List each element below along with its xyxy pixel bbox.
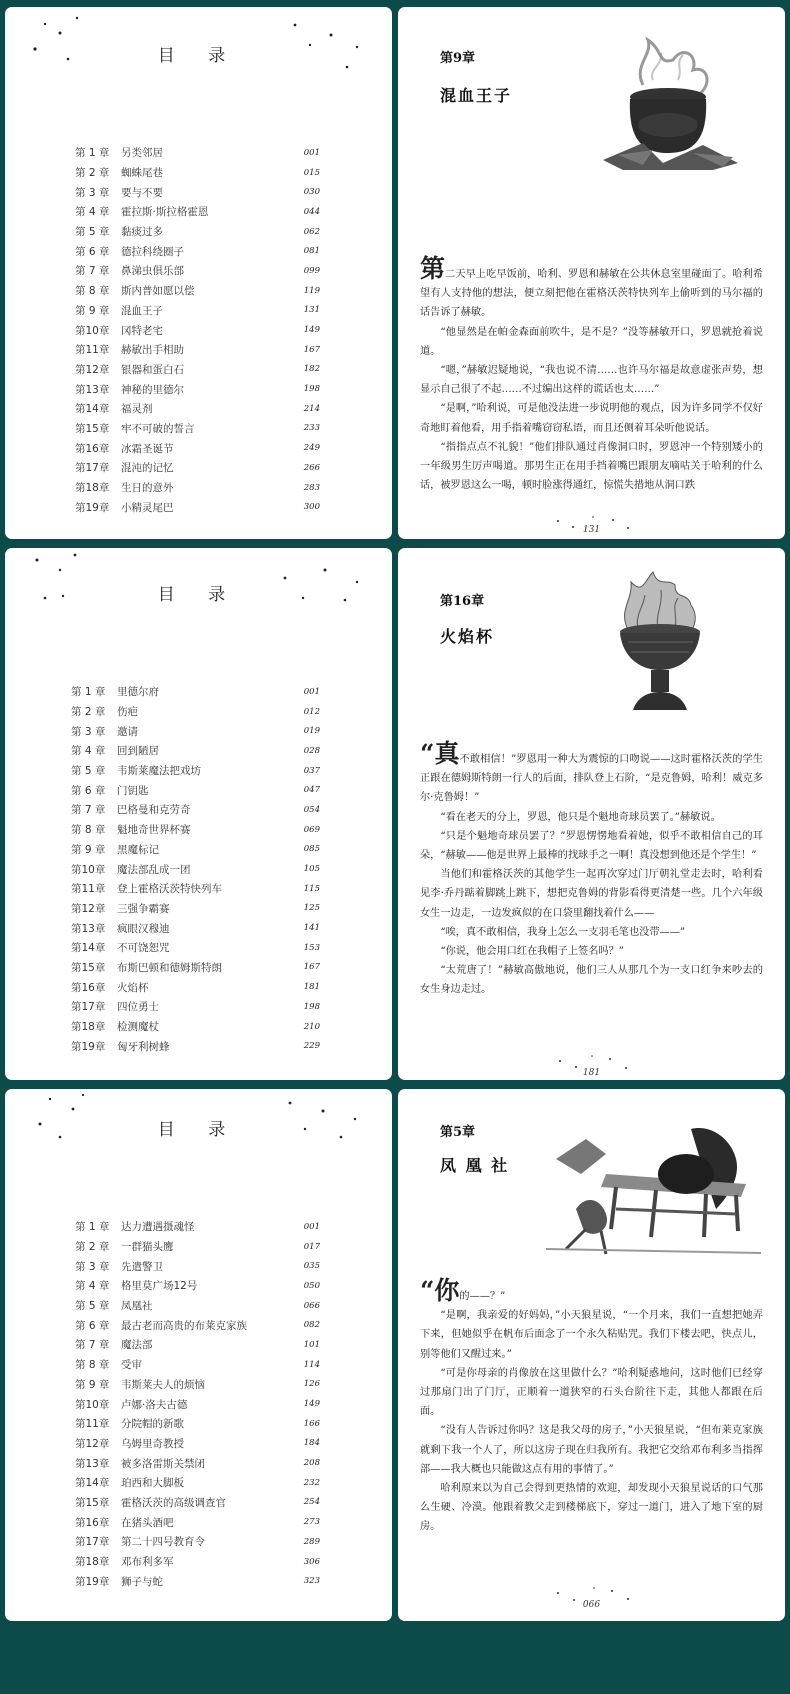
toc-entry — [71, 899, 320, 919]
chapter-number: 第15章 — [71, 961, 106, 974]
toc-entry — [75, 320, 320, 340]
star-decoration — [548, 1585, 638, 1607]
toc-entry — [71, 997, 320, 1017]
chapter-title: 牢不可破的誓言 — [121, 422, 195, 435]
page-number: 012 — [303, 706, 320, 717]
page-number: 141 — [303, 923, 320, 934]
chapter-number: 第 9 章 — [75, 304, 110, 317]
toc-entry — [71, 780, 320, 800]
toc-entry — [71, 958, 320, 978]
paragraph: “嗯，”赫敏迟疑地说，“我也说不清……也许马尔福是故意虚张声势，想显示自己很了不起……不过编出这样的谎话也太……” — [420, 365, 763, 396]
chapter-number: 第 1 章 — [75, 147, 110, 160]
page-number: 131 — [303, 305, 320, 316]
chapter-number: 第 9 章 — [75, 1378, 110, 1391]
toc-entry — [75, 1217, 320, 1237]
drop-cap: 第 — [420, 254, 446, 283]
chapter-title: 凤 凰 社 — [440, 1156, 510, 1175]
page-number: 044 — [303, 206, 320, 217]
chapter-title: 斯内普如愿以偿 — [121, 285, 195, 298]
page-number: 181 — [582, 1068, 601, 1078]
toc-entry — [75, 399, 320, 419]
chapter-number: 第13章 — [75, 383, 110, 396]
page-number: 266 — [303, 462, 320, 473]
chapter-number: 第19章 — [75, 1575, 110, 1588]
page-number: 001 — [303, 1221, 320, 1232]
chapter-number: 第 4 章 — [71, 745, 106, 758]
chapter-title: 蜘蛛尾巷 — [121, 167, 163, 180]
cauldron-illustration — [583, 25, 753, 175]
page-number: 208 — [303, 1458, 320, 1469]
page-number: 232 — [303, 1477, 320, 1488]
chapter-number: 第11章 — [71, 883, 106, 896]
page-number: 050 — [303, 1280, 320, 1291]
chapter-number: 第 5 章 — [75, 226, 110, 239]
toc-entry — [75, 143, 320, 163]
toc-entry — [75, 1256, 320, 1276]
star-decoration — [548, 515, 638, 535]
toc-entry — [75, 301, 320, 321]
page-number: 300 — [303, 502, 320, 513]
chapter-title: 分院帽的新歌 — [121, 1418, 184, 1431]
chapter-title: 邓布利多军 — [121, 1556, 174, 1569]
page-number: 001 — [303, 686, 320, 697]
page-number: 054 — [303, 804, 320, 815]
chapter-number: 第 7 章 — [71, 804, 106, 817]
chapter-title: 凤凰社 — [121, 1300, 153, 1313]
toc-entry — [71, 977, 320, 997]
chapter-number: 第 2 章 — [75, 167, 110, 180]
toc-entry — [75, 222, 320, 242]
paragraph: “可是你母亲的肖像放在这里做什么？”哈利疑惑地问，这时他们已经穿过那扇门出了门厅，正顺着一道狭窄的石头台阶往下走，其他人都跟在后面。 — [420, 1367, 763, 1418]
chapter-number: 第14章 — [71, 942, 106, 955]
toc-entry — [75, 261, 320, 281]
chapter-number: 第 5 章 — [71, 765, 106, 778]
chapter-title: 受审 — [121, 1359, 142, 1372]
toc-list — [75, 143, 320, 517]
chapter-title: 检测魔杖 — [117, 1021, 159, 1034]
chapter-title: 赫敏出手相助 — [121, 344, 184, 357]
toc-entry — [71, 741, 320, 761]
chapter-body — [420, 1276, 763, 1537]
page-number: 149 — [303, 1399, 320, 1410]
chapter-page-16 — [398, 548, 785, 1080]
chapter-number: 第13章 — [71, 922, 106, 935]
paragraph: 哈利原来以为自己会得到更热情的欢迎，却发现小天狼星说话的口气那么生硬、冷漠。他跟着教父走到楼梯底下，穿过一道门，进入了地下室的厨房。 — [420, 1483, 763, 1533]
star-decoration — [548, 1053, 638, 1075]
star-decoration — [5, 7, 392, 137]
chapter-title: 德拉科绕圈子 — [121, 245, 184, 258]
toc-entry — [71, 879, 320, 899]
page-number: 105 — [303, 864, 320, 875]
paragraph: “是啊，”哈利说，可是他没法进一步说明他的观点，因为许多同学不仅好奇地盯着他看，用手指着嘴窃窃私语，而且还侧着耳朵听他说话。 — [420, 403, 763, 434]
chapter-number: 第15章 — [75, 422, 110, 435]
paragraph: 二天早上吃早饭前，哈利、罗恩和赫敏在公共休息室里碰面了。哈利希望有人支持他的想法，便立刻把他在霍格沃茨特快列车上偷听到的马尔福的话告诉了赫敏。 — [420, 269, 763, 319]
toc-entry — [75, 1453, 320, 1473]
toc-entry — [75, 438, 320, 458]
toc-entry — [75, 182, 320, 202]
drop-cap: “真 — [420, 739, 460, 768]
chapter-title: 登上霍格沃茨特快列车 — [117, 883, 222, 896]
chapter-number: 第10章 — [75, 324, 110, 337]
chapter-title: 三强争霸赛 — [117, 902, 170, 915]
chapter-number: 第17章 — [71, 1001, 106, 1014]
toc-entry — [75, 1571, 320, 1591]
chapter-number: 第 8 章 — [75, 285, 110, 298]
chapter-title: 魔法部 — [121, 1339, 153, 1352]
chapter-title: 在猪头酒吧 — [121, 1516, 174, 1529]
chapter-number: 第 7 章 — [75, 1339, 110, 1352]
page-number: 210 — [303, 1021, 320, 1032]
toc-page-3 — [5, 1089, 392, 1621]
chapter-number: 第14章 — [75, 403, 110, 416]
chapter-title: 狮子与蛇 — [121, 1575, 163, 1588]
page-number: 249 — [303, 443, 320, 454]
page-number: 166 — [303, 1418, 320, 1429]
chapter-number: 第13章 — [75, 1457, 110, 1470]
chapter-title: 布斯巴顿和德姆斯特朗 — [117, 961, 222, 974]
toc-entry — [71, 840, 320, 860]
chapter-title: 韦斯莱夫人的烦恼 — [121, 1378, 205, 1391]
paragraph: 不敢相信！”罗恩用一种大为震惊的口吻说——这时霍格沃茨的学生正跟在德姆斯特朗一行人的后面，排队登上石阶，“是克鲁姆，哈利！威克多尔·克鲁姆！” — [420, 754, 763, 804]
page-number: 198 — [303, 384, 320, 395]
chapter-number: 第16章 — [75, 1516, 110, 1529]
chapter-title: 韦斯莱魔法把戏坊 — [117, 765, 201, 778]
toc-entry — [75, 1434, 320, 1454]
page-number: 153 — [303, 942, 320, 953]
page-number: 198 — [303, 1001, 320, 1012]
toc-entry — [75, 379, 320, 399]
chapter-title: 神秘的里德尔 — [121, 383, 184, 396]
page-number: 131 — [582, 525, 601, 535]
toc-entry — [71, 1017, 320, 1037]
toc-entry — [75, 1493, 320, 1513]
page-number: 082 — [303, 1320, 320, 1331]
page-number: 184 — [303, 1438, 320, 1449]
chapter-title: 一群猫头鹰 — [121, 1241, 174, 1254]
page-number: 233 — [303, 423, 320, 434]
chapter-number: 第18章 — [71, 1021, 106, 1034]
toc-entry — [75, 1375, 320, 1395]
chapter-title: 里德尔府 — [117, 686, 159, 699]
toc-entry — [75, 1276, 320, 1296]
chapter-title: 生日的意外 — [121, 482, 174, 495]
toc-title: 目 录 — [157, 585, 240, 605]
chapter-number: 第 5 章 — [75, 1300, 110, 1313]
chapter-number: 第 4 章 — [75, 206, 110, 219]
paragraph: “只是个魁地奇球员罢了？”罗恩愣愣地看着她，似乎不敢相信自己的耳朵，“赫敏——他是世界上最棒的找球手之一啊！真没想到他还是个学生！” — [420, 830, 763, 862]
chapter-number: 第 2 章 — [71, 706, 106, 719]
paragraph: 当他们和霍格沃茨的其他学生一起再次穿过门厅朝礼堂走去时，哈利看见李·乔丹踮着脚跳上跳下，想把克鲁姆的背影看得更清楚一些。几个六年级女生一边走，一边发疯似的在口袋里翻找着什么—— — [420, 869, 763, 919]
toc-entry — [75, 1552, 320, 1572]
chapter-title: 格里莫广场12号 — [121, 1280, 198, 1293]
toc-entry — [75, 419, 320, 439]
chapter-title: 火焰杯 — [440, 627, 495, 646]
chapter-number: 第 1 章 — [75, 1221, 110, 1234]
page-number: 047 — [303, 785, 320, 796]
toc-entry — [71, 721, 320, 741]
chapter-title: 珀西和大脚板 — [121, 1477, 184, 1490]
page-number: 001 — [303, 147, 320, 158]
toc-entry — [71, 820, 320, 840]
page-number: 229 — [303, 1041, 320, 1052]
page-number: 182 — [303, 364, 320, 375]
paragraph: “太荒唐了！”赫敏高傲地说，他们三人从那几个为一支口红争来吵去的女生身边走过。 — [420, 965, 763, 996]
page-number: 273 — [303, 1517, 320, 1528]
toc-entry — [75, 202, 320, 222]
paragraph: “没有人告诉过你吗？这是我父母的房子，”小天狼星说，“但布莱克家族就剩下我一个人了，所以这房子现在归我所有。我把它交给邓布利多当指挥部——我大概也只能做这点有用的事情了。” — [420, 1425, 763, 1475]
chapter-title: 小精灵尾巴 — [121, 501, 174, 514]
chapter-number: 第12章 — [75, 1437, 110, 1450]
chapter-number: 第 1 章 — [71, 686, 106, 699]
toc-entry — [71, 1036, 320, 1056]
toc-entry — [75, 163, 320, 183]
chapter-title: 银器和蛋白石 — [121, 363, 184, 376]
chapter-title: 卢娜·洛夫古德 — [121, 1398, 188, 1411]
chapter-title: 巴格曼和克劳奇 — [117, 804, 191, 817]
page-number: 283 — [303, 482, 320, 493]
chapter-title: 黏痰过多 — [121, 226, 163, 239]
paragraph: 的——？” — [459, 1291, 506, 1302]
chapter-title: 霍拉斯·斯拉格霍恩 — [121, 206, 209, 219]
page-number: 167 — [303, 344, 320, 355]
chapter-title: 回到陋居 — [117, 745, 159, 758]
page-number: 323 — [303, 1576, 320, 1587]
toc-title: 目 录 — [157, 1120, 240, 1140]
toc-entry — [71, 859, 320, 879]
paragraph: “看在老天的分上，罗恩，他只是个魁地奇球员罢了。”赫敏说。 — [440, 811, 721, 823]
chapter-title: 黑魔标记 — [117, 843, 159, 856]
toc-entry — [75, 1355, 320, 1375]
order-of-phoenix-illustration — [546, 1119, 761, 1259]
chapter-title: 被多洛雷斯关禁闭 — [121, 1457, 205, 1470]
page-number: 081 — [303, 246, 320, 257]
chapter-number: 第 9 章 — [71, 843, 106, 856]
toc-entry — [75, 340, 320, 360]
toc-entry — [75, 1394, 320, 1414]
page-number: 030 — [303, 187, 320, 198]
chapter-number: 第12章 — [75, 363, 110, 376]
chapter-number: 第16章 — [440, 594, 485, 609]
paragraph: “唉，真不敢相信，我身上怎么一支羽毛笔也没带——” — [440, 926, 686, 938]
toc-entry — [71, 702, 320, 722]
toc-entry — [71, 761, 320, 781]
goblet-of-fire-illustration — [603, 570, 718, 720]
page-number: 181 — [303, 982, 320, 993]
chapter-number: 第 7 章 — [75, 265, 110, 278]
chapter-number: 第10章 — [71, 863, 106, 876]
chapter-title: 霍格沃茨的高级调查官 — [121, 1496, 226, 1509]
chapter-title: 鼻涕虫俱乐部 — [121, 265, 184, 278]
chapter-page-5 — [398, 1089, 785, 1621]
chapter-number: 第 4 章 — [75, 1280, 110, 1293]
chapter-number: 第 6 章 — [75, 245, 110, 258]
toc-entry — [75, 458, 320, 478]
chapter-number: 第14章 — [75, 1477, 110, 1490]
chapter-title: 四位勇士 — [117, 1001, 159, 1014]
chapter-title: 伤疤 — [117, 706, 138, 719]
toc-entry — [75, 1296, 320, 1316]
chapter-title: 乌姆里奇教授 — [121, 1437, 184, 1450]
toc-entry — [75, 1414, 320, 1434]
chapter-number: 第16章 — [71, 981, 106, 994]
toc-entry — [75, 1512, 320, 1532]
chapter-title: 最古老而高贵的布莱克家族 — [121, 1319, 247, 1332]
page-number: 017 — [303, 1241, 320, 1252]
toc-entry — [75, 1473, 320, 1493]
chapter-title: 达力遭遇摄魂怪 — [121, 1221, 195, 1234]
page-number: 167 — [303, 962, 320, 973]
page-number: 085 — [303, 844, 320, 855]
toc-entry — [75, 497, 320, 517]
page-number: 254 — [303, 1497, 320, 1508]
toc-entry — [75, 1237, 320, 1257]
page-number: 037 — [303, 765, 320, 776]
star-decoration — [5, 1089, 392, 1219]
chapter-number: 第 3 章 — [71, 725, 106, 738]
chapter-number: 第16章 — [75, 442, 110, 455]
chapter-title: 魁地奇世界杯赛 — [117, 824, 191, 837]
paragraph: “你说，他会用口红在我帽子上签名吗？” — [440, 946, 624, 958]
chapter-number: 第 6 章 — [71, 784, 106, 797]
star-decoration — [5, 548, 392, 678]
page-number: 149 — [303, 325, 320, 336]
toc-entry — [75, 241, 320, 261]
paragraph: “指指点点不礼貌！”他们排队通过肖像洞口时，罗恩冲一个特别矮小的一年级男生厉声喝道。那男生正在用手挡着嘴巴跟朋友嘀咕关于哈利的什么话，被罗恩这么一喝，顿时脸涨得通红，惊慌失措地从洞口跌 — [420, 441, 763, 492]
chapter-body — [420, 254, 763, 495]
page-number: 035 — [303, 1261, 320, 1272]
chapter-number: 第11章 — [75, 1418, 110, 1431]
chapter-title: 混血王子 — [440, 86, 513, 105]
toc-entry — [71, 682, 320, 702]
chapter-title: 先遣警卫 — [121, 1260, 163, 1273]
page-number: 062 — [303, 226, 320, 237]
page-number: 066 — [303, 1300, 320, 1311]
page-number: 028 — [303, 745, 320, 756]
chapter-number: 第 8 章 — [75, 1359, 110, 1372]
chapter-number: 第19章 — [75, 501, 110, 514]
chapter-title: 火焰杯 — [117, 981, 149, 994]
chapter-number: 第12章 — [71, 902, 106, 915]
toc-entry — [71, 938, 320, 958]
chapter-number: 第 6 章 — [75, 1319, 110, 1332]
page-number: 119 — [303, 285, 320, 296]
toc-entry — [71, 918, 320, 938]
chapter-number: 第11章 — [75, 344, 110, 357]
toc-entry — [75, 360, 320, 380]
page-number: 114 — [303, 1359, 320, 1370]
chapter-number: 第 3 章 — [75, 1260, 110, 1273]
chapter-number: 第 2 章 — [75, 1241, 110, 1254]
page-number: 015 — [303, 167, 320, 178]
page-number: 289 — [303, 1536, 320, 1547]
chapter-title: 要与不要 — [121, 186, 163, 199]
chapter-title: 匈牙利树蜂 — [117, 1040, 170, 1053]
toc-list — [75, 1217, 320, 1591]
page-number: 069 — [303, 824, 320, 835]
chapter-title: 冰霜圣诞节 — [121, 442, 174, 455]
page-number: 099 — [303, 265, 320, 276]
paragraph: “是啊，我亲爱的好妈妈，”小天狼星说，“一个月来，我们一直想把她弄下来，但她似乎在帆布后面念了一个永久粘贴咒。我们下楼去吧，快点儿，别等他们又醒过来。” — [420, 1310, 763, 1360]
page-number: 306 — [303, 1556, 320, 1567]
chapter-title: 另类邻居 — [121, 147, 163, 160]
chapter-page-9 — [398, 7, 785, 539]
page-number: 126 — [303, 1379, 320, 1390]
chapter-number: 第17章 — [75, 462, 110, 475]
page-number: 101 — [303, 1339, 320, 1350]
page-number: 066 — [582, 1600, 601, 1610]
toc-entry — [75, 1335, 320, 1355]
toc-entry — [75, 281, 320, 301]
chapter-number: 第19章 — [71, 1040, 106, 1053]
chapter-title: 混沌的记忆 — [121, 462, 174, 475]
page-number: 115 — [303, 883, 320, 894]
toc-entry — [75, 1315, 320, 1335]
chapter-number: 第10章 — [75, 1398, 110, 1411]
toc-entry — [71, 800, 320, 820]
toc-title: 目 录 — [157, 46, 240, 66]
chapter-number: 第 8 章 — [71, 824, 106, 837]
chapter-title: 福灵剂 — [121, 403, 153, 416]
toc-page-2 — [5, 548, 392, 1080]
toc-entry — [75, 1532, 320, 1552]
chapter-number: 第 3 章 — [75, 186, 110, 199]
chapter-title: 混血王子 — [121, 304, 163, 317]
paragraph: “他显然是在帕金森面前吹牛，是不是？”没等赫敏开口，罗恩就抢着说道。 — [420, 326, 763, 357]
drop-cap: “你 — [420, 1276, 460, 1305]
chapter-body — [420, 739, 763, 1000]
toc-page-1 — [5, 7, 392, 539]
page-number: 214 — [303, 403, 320, 414]
chapter-number: 第5章 — [440, 1125, 476, 1140]
chapter-title: 邀请 — [117, 725, 138, 738]
chapter-number: 第9章 — [440, 51, 476, 66]
page-number: 125 — [303, 903, 320, 914]
chapter-number: 第18章 — [75, 482, 110, 495]
chapter-title: 第二十四号教育令 — [121, 1536, 205, 1549]
chapter-number: 第17章 — [75, 1536, 110, 1549]
chapter-title: 魔法部乱成一团 — [117, 863, 191, 876]
toc-entry — [75, 478, 320, 498]
chapter-title: 疯眼汉穆迪 — [117, 922, 170, 935]
page-number: 019 — [303, 726, 320, 737]
chapter-title: 门钥匙 — [117, 784, 149, 797]
toc-list — [71, 682, 320, 1056]
chapter-title: 不可饶恕咒 — [117, 942, 170, 955]
chapter-title: 冈特老宅 — [121, 324, 163, 337]
chapter-number: 第18章 — [75, 1556, 110, 1569]
chapter-number: 第15章 — [75, 1496, 110, 1509]
